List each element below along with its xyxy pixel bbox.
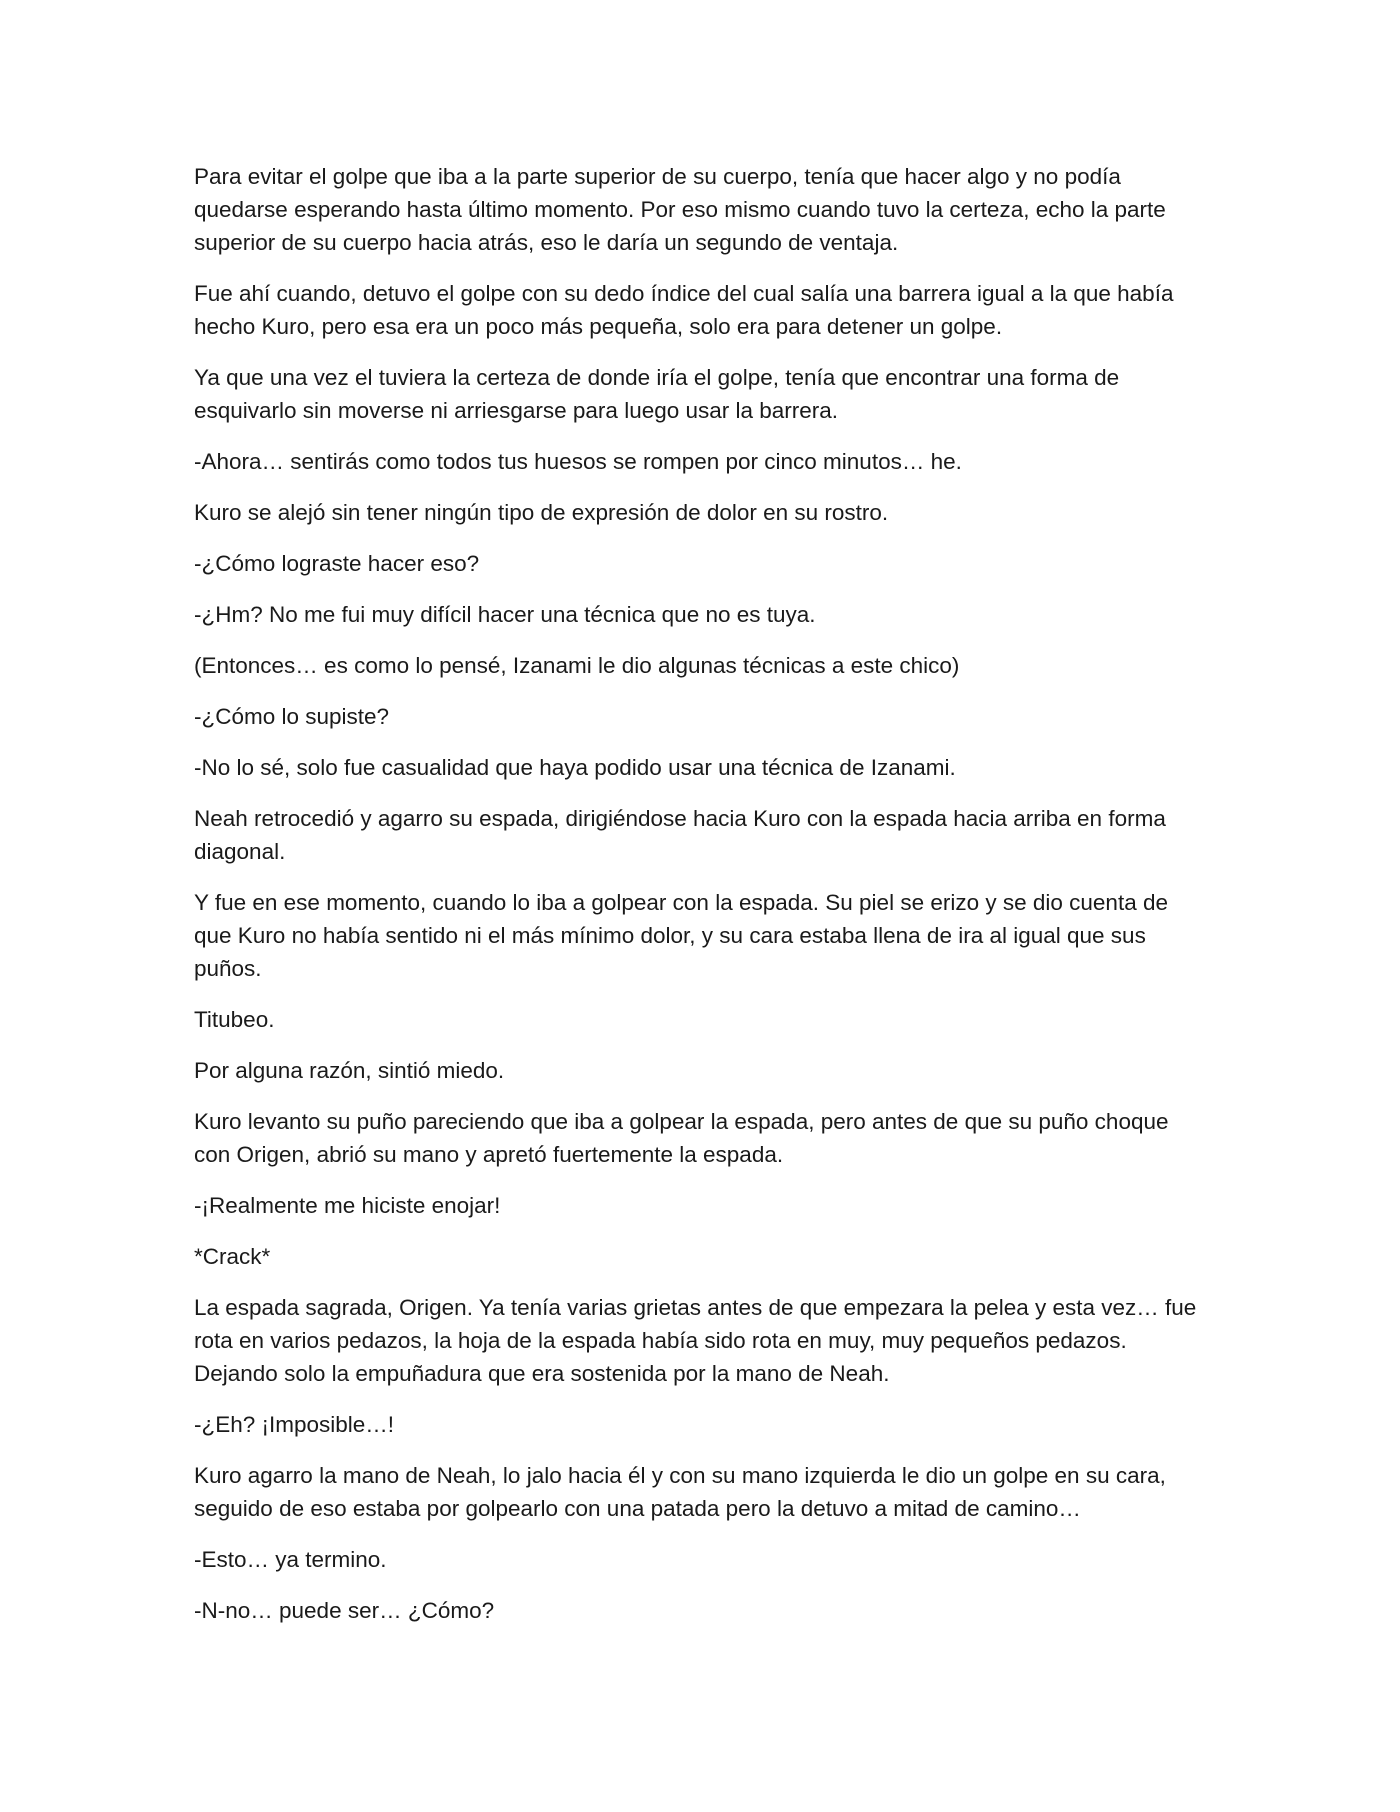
paragraph: -¡Realmente me hiciste enojar!: [194, 1193, 501, 1218]
paragraph: Por alguna razón, sintió miedo.: [194, 1058, 505, 1083]
paragraph: Kuro agarro la mano de Neah, lo jalo hacia él y con su mano izquierda le dio un golpe en su cara, seguido de eso estaba por golpearlo con una patada pero la detuvo a mitad de camino…: [194, 1463, 1166, 1521]
paragraph: Para evitar el golpe que iba a la parte superior de su cuerpo, tenía que hacer algo y no podía quedarse esperando hasta último momento. Por eso mismo cuando tuvo la certeza, echo la parte superior de su cuerpo hacia atrás, eso le daría un segundo de ventaja.: [194, 164, 1166, 255]
paragraph: Fue ahí cuando, detuvo el golpe con su dedo índice del cual salía una barrera igual a la que había hecho Kuro, pero esa era un poco más pequeña, solo era para detener un golpe.: [194, 281, 1174, 339]
paragraph: -¿Cómo lograste hacer eso?: [194, 551, 480, 576]
paragraph: Titubeo.: [194, 1007, 275, 1032]
paragraph: -¿Hm? No me fui muy difícil hacer una técnica que no es tuya.: [194, 602, 816, 627]
paragraph: -¿Cómo lo supiste?: [194, 704, 390, 729]
paragraph: Kuro se alejó sin tener ningún tipo de expresión de dolor en su rostro.: [194, 500, 889, 525]
paragraph: -No lo sé, solo fue casualidad que haya podido usar una técnica de Izanami.: [194, 755, 956, 780]
paragraph: La espada sagrada, Origen. Ya tenía varias grietas antes de que empezara la pelea y esta vez… fue rota en varios pedazos, la hoja de la espada había sido rota en muy, muy pequeños pedazos. Dejando solo la empuñadura que era sostenida por la mano de Neah.: [194, 1295, 1197, 1386]
document-body: [194, 160, 1204, 1645]
paragraph: -¿Eh? ¡Imposible…!: [194, 1412, 395, 1437]
paragraph: -Ahora… sentirás como todos tus huesos se rompen por cinco minutos… he.: [194, 449, 962, 474]
paragraph: (Entonces… es como lo pensé, Izanami le dio algunas técnicas a este chico): [194, 653, 960, 678]
paragraph: -Esto… ya termino.: [194, 1547, 387, 1572]
paragraph: Neah retrocedió y agarro su espada, dirigiéndose hacia Kuro con la espada hacia arriba en forma diagonal.: [194, 806, 1166, 864]
paragraph: Kuro levanto su puño pareciendo que iba a golpear la espada, pero antes de que su puño choque con Origen, abrió su mano y apretó fuertemente la espada.: [194, 1109, 1169, 1167]
paragraph: -N-no… puede ser… ¿Cómo?: [194, 1598, 495, 1623]
paragraph: Ya que una vez el tuviera la certeza de donde iría el golpe, tenía que encontrar una forma de esquivarlo sin moverse ni arriesgarse para luego usar la barrera.: [194, 365, 1120, 423]
paragraph: *Crack*: [194, 1244, 271, 1269]
paragraph: Y fue en ese momento, cuando lo iba a golpear con la espada. Su piel se erizo y se dio cuenta de que Kuro no había sentido ni el más mínimo dolor, y su cara estaba llena de ira al igual que sus puños.: [194, 890, 1168, 981]
